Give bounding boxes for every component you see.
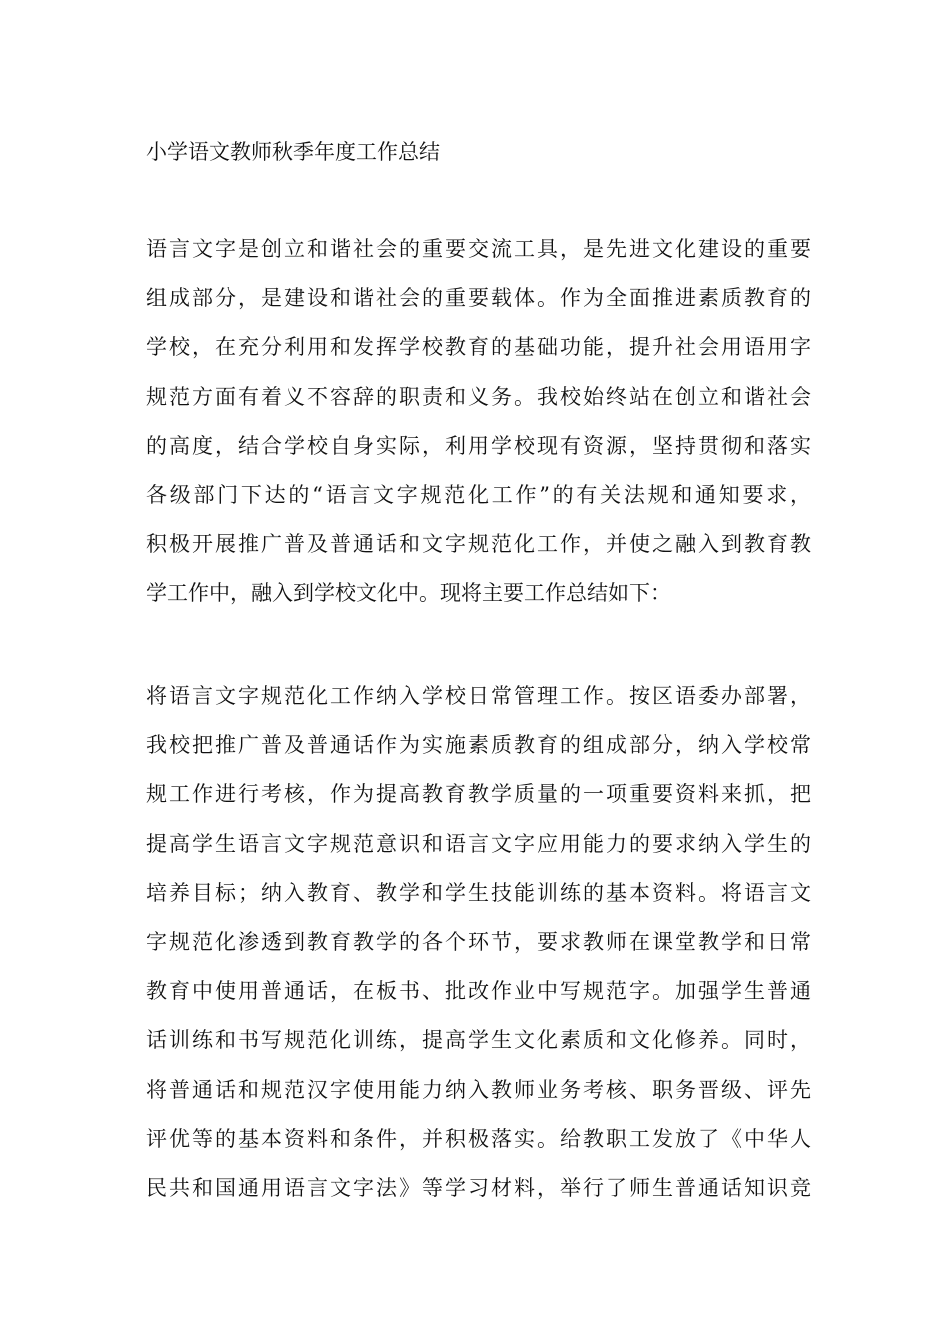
paragraph-management <box>146 672 811 1213</box>
document-title: 小学语文教师秋季年度工作总结 <box>146 140 440 164</box>
text-line: 各级部门下达的“语言文字规范化工作”的有关法规和通知要求， <box>146 482 811 507</box>
text-line: 提高学生语言文字规范意识和语言文字应用能力的要求纳入学生的 <box>146 831 811 856</box>
text-line: 将语言文字规范化工作纳入学校日常管理工作。按区语委办部署， <box>146 684 811 708</box>
text-line: 将普通话和规范汉字使用能力纳入教师业务考核、职务晋级、评先 <box>146 1077 811 1102</box>
text-line: 规范方面有着义不容辞的职责和义务。我校始终站在创立和谐社会 <box>146 384 811 409</box>
text-line: 培养目标；纳入教育、教学和学生技能训练的基本资料。将语言文 <box>146 880 811 905</box>
text-line: 民共和国通用语言文字法》等学习材料，举行了师生普通话知识竞 <box>146 1175 811 1200</box>
text-line: 积极开展推广普及普通话和文字规范化工作，并使之融入到教育教 <box>146 532 811 557</box>
text-line: 的高度，结合学校自身实际，利用学校现有资源，坚持贯彻和落实 <box>146 433 811 458</box>
text-line: 评优等的基本资料和条件，并积极落实。给教职工发放了《中华人 <box>146 1126 811 1151</box>
text-line: 语言文字是创立和谐社会的重要交流工具，是先进文化建设的重要 <box>146 237 811 261</box>
text-line: 教育中使用普通话，在板书、批改作业中写规范字。加强学生普通 <box>146 979 811 1004</box>
paragraph-intro <box>146 225 811 619</box>
text-line: 组成部分，是建设和谐社会的重要载体。作为全面推进素质教育的 <box>146 286 811 311</box>
text-line: 话训练和书写规范化训练，提高学生文化素质和文化修养。同时， <box>146 1028 811 1053</box>
text-line: 字规范化渗透到教育教学的各个环节，要求教师在课堂教学和日常 <box>146 929 811 954</box>
text-line: 学校，在充分利用和发挥学校教育的基础功能，提升社会用语用字 <box>146 335 811 360</box>
text-line: 规工作进行考核，作为提高教育教学质量的一项重要资料来抓，把 <box>146 782 811 807</box>
text-line: 我校把推广普及普通话作为实施素质教育的组成部分，纳入学校常 <box>146 733 811 758</box>
text-line: 学工作中，融入到学校文化中。现将主要工作总结如下： <box>146 581 671 606</box>
